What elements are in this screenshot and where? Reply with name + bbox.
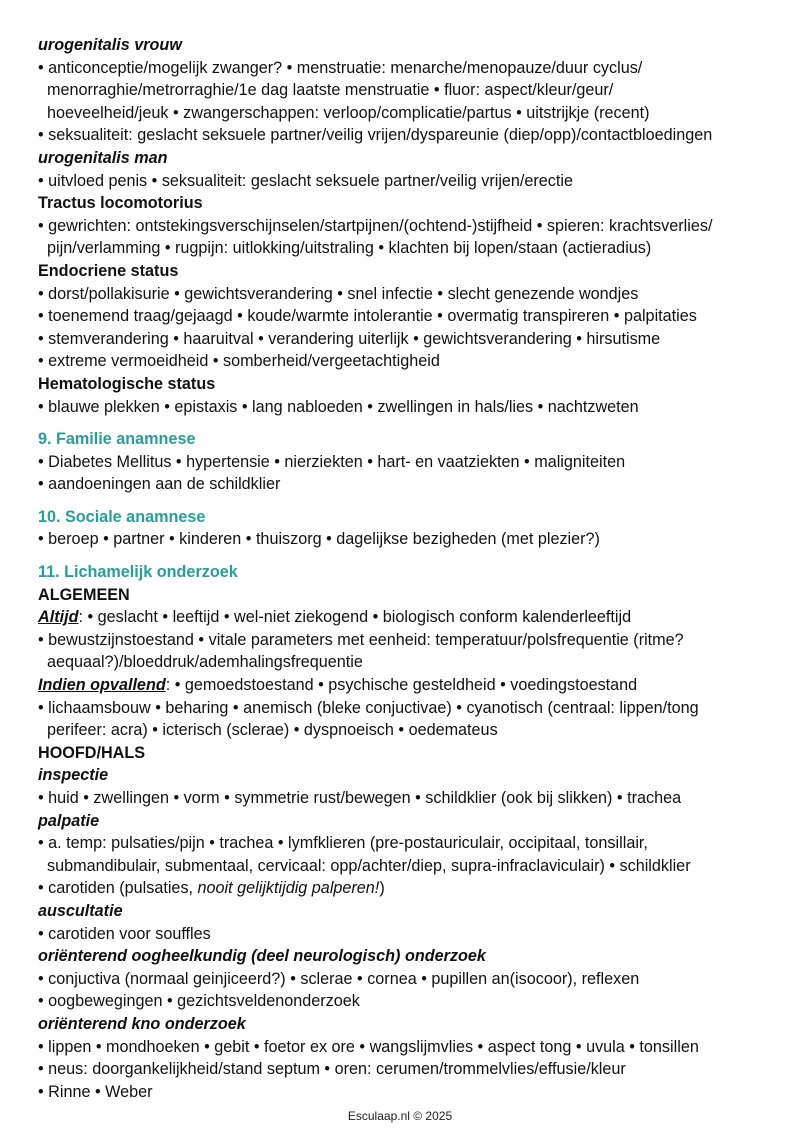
section-title: 10. Sociale anamnese — [38, 507, 206, 526]
list-item: • Diabetes Mellitus • hypertensie • nierziekten • hart- en vaatziekten • maligniteiten — [38, 452, 626, 471]
section-title: 11. Lichamelijk onderzoek — [38, 563, 238, 582]
subheading: urogenitalis man — [38, 148, 168, 167]
list-item: • stemverandering • haaruitval • verandering uiterlijk • gewichtsverandering • hirsutisme — [38, 329, 661, 348]
labeled-line — [38, 674, 790, 697]
list-item: • a. temp: pulsaties/pijn • trachea • lymfklieren (pre-postauriculair, occipitaal, tonsillair, — [38, 834, 648, 853]
list-item: • anticonceptie/mogelijk zwanger? • menstruatie: menarche/menopauze/duur cyclus/ — [38, 58, 643, 77]
list-item: • dorst/pollakisurie • gewichtsverandering • snel infectie • slecht genezende wondjes — [38, 284, 639, 303]
heading: Endocriene status — [38, 261, 179, 280]
inline-text: • carotiden (pulsaties, — [38, 879, 198, 898]
inline-text: ) — [379, 879, 385, 898]
footer-copyright: Esculaap.nl © 2025 — [347, 1109, 453, 1123]
list-item: • Rinne • Weber — [38, 1082, 153, 1101]
list-item: • toenemend traag/gejaagd • koude/warmte intolerantie • overmatig transpireren • palpitaties — [38, 307, 697, 326]
inline-label: Indien opvallend — [38, 676, 166, 695]
list-item: • aandoeningen aan de schildklier — [38, 475, 281, 494]
list-item: • beroep • partner • kinderen • thuiszorg • dagelijkse bezigheden (met plezier?) — [38, 530, 600, 549]
subheading: auscultatie — [38, 901, 123, 920]
document-body — [38, 34, 790, 1103]
list-item: • huid • zwellingen • vorm • symmetrie rust/bewegen • schildklier (ook bij slikken) • trachea — [38, 789, 682, 807]
subheading: oriënterend oogheelkundig (deel neurologisch) onderzoek — [38, 947, 486, 966]
list-item: • neus: doorgankelijkheid/stand septum • oren: cerumen/trommelvlies/effusie/kleur — [38, 1060, 626, 1079]
list-item: • uitvloed penis • seksualiteit: geslacht seksuele partner/veilig vrijen/erectie — [38, 171, 574, 190]
heading: HOOFD/HALS — [38, 743, 146, 762]
list-item: • lippen • mondhoeken • gebit • foetor ex ore • wangslijmvlies • aspect tong • uvula • tonsillen — [38, 1037, 699, 1056]
inline-text: : • gemoedstoestand • psychische gesteldheid • voedingstoestand — [165, 676, 638, 695]
heading: ALGEMEEN — [38, 585, 130, 604]
list-item-continuation: perifeer: acra) • icterisch (sclerae) • dyspnoeisch • oedemateus — [47, 721, 498, 740]
list-item: • conjuctiva (normaal geinjiceerd?) • sclerae • cornea • pupillen an(isocoor), reflexen — [38, 969, 640, 988]
labeled-line — [38, 606, 790, 629]
heading: Tractus locomotorius — [38, 194, 203, 213]
list-item-continuation: hoeveelheid/jeuk • zwangerschappen: verloop/complicatie/partus • uitstrijkje (recent) — [47, 103, 650, 122]
subheading: inspectie — [38, 766, 109, 785]
list-item: • lichaamsbouw • beharing • anemisch (bleke conjuctivae) • cyanotisch (centraal: lippen/tong — [38, 698, 699, 717]
list-item-continuation: menorraghie/metrorraghie/1e dag laatste menstruatie • fluor: aspect/kleur/geur/ — [47, 81, 614, 100]
list-item: • blauwe plekken • epistaxis • lang nabloeden • zwellingen in hals/lies • nachtzweten — [38, 397, 639, 416]
list-item — [38, 877, 790, 900]
heading: Hematologische status — [38, 374, 216, 393]
list-item: • oogbewegingen • gezichtsveldenonderzoek — [38, 992, 360, 1011]
list-item: • bewustzijnstoestand • vitale parameters met eenheid: temperatuur/polsfrequentie (ritme? — [38, 630, 684, 649]
inline-label: Altijd — [38, 608, 79, 627]
list-item: • extreme vermoeidheid • somberheid/vergeetachtigheid — [38, 352, 440, 371]
list-item-continuation: submandibulair, submentaal, cervicaal: opp/achter/diep, supra-infraclaviculair) • schildklier — [47, 856, 691, 875]
list-item: • gewrichten: ontstekingsverschijnselen/startpijnen/(ochtend-)stijfheid • spieren: krachtsverlies/ — [38, 216, 713, 235]
subheading: urogenitalis vrouw — [38, 36, 182, 54]
section-title: 9. Familie anamnese — [38, 430, 196, 449]
list-item: • seksualiteit: geslacht seksuele partner/veilig vrijen/dyspareunie (diep/opp)/contactbloedingen — [38, 126, 713, 145]
list-item: • carotiden voor souffles — [38, 924, 211, 943]
list-item-continuation: aequaal?)/bloeddruk/ademhalingsfrequentie — [47, 653, 363, 672]
list-item-continuation: pijn/verlamming • rugpijn: uitlokking/uitstraling • klachten bij lopen/staan (actieradius) — [47, 239, 652, 258]
inline-text: : • geslacht • leeftijd • wel-niet ziekogend • biologisch conform kalenderleeftijd — [78, 608, 632, 627]
inline-italic: nooit gelijktijdig palperen! — [197, 879, 380, 898]
subheading: oriënterend kno onderzoek — [38, 1014, 246, 1033]
subheading: palpatie — [38, 811, 100, 830]
